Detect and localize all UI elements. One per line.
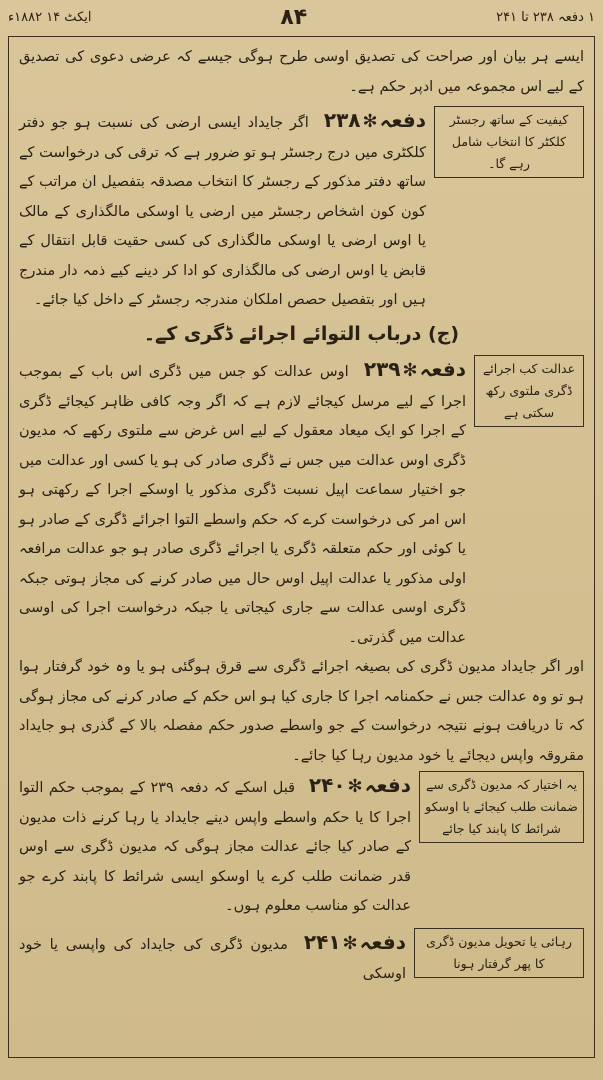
header-left-ref: ایکٹ ۱۴ ۱۸۸۲ء [8,9,92,25]
page-header [8,4,595,30]
section-240 [19,771,584,922]
section-239-note: عدالت کب اجرائے ڈگری ملتوی رکھ سکتی ہے [474,355,584,427]
section-240-word: دفعہ [364,773,412,797]
section-238-word: دفعہ [379,108,426,132]
section-238 [19,106,584,316]
section-mark-icon: ✻ [342,932,358,954]
section-238-body-wrap [19,106,426,316]
section-239-text: اوس عدالت کو جس میں ڈگری اس باب کے بموجب اجرا کے لیے مرسل کیجائے لازم ہے کہ اگر وجہ کافی ظاہر کیجائے ڈگری کے اجرا کو ایک میعاد معقول کے لیے اس غرض سے ملتوی رکھے کہ مدیون ڈگری اوس عدالت میں جس نے ڈگری صادر کی ہو یا کسی اور عدالت میں جو اختیار سماعت اپیل نسبت ڈگری مذکور یا اوسکے اجرا کے رکھتی ہو اس امر کی درخواست کرے کہ حکم واسطے التوا اجرائے ڈگری کے صادر ہو یا کوئی اور حکم متعلقہ ڈگری یا اجرائے ڈگری صادر ہو جو عدالت مرافعہ اولی مذکور یا عدالت اپیل اوس حال میں صادر کرنے کی مجاز ہوتی جبکہ ڈگری اوسی عدالت سے جاری کیجاتی یا جبکہ درخواست اجرا کی اوسی عدالت میں گذرتی۔ [19,364,466,646]
section-238-number: ۲۳۸ [323,108,361,132]
section-238-text: اگر جایداد ایسی ارضی کی نسبت ہو جو دفتر کلکٹری میں درج رجسٹر ہو تو ضرور ہے کہ ترقی کی درخواست کے ساتھ دفتر مذکور کے رجسٹر کا انتخاب مصدقہ بتفصیل ان مراتب کے کون کون اشخاص رجسٹر میں ارضی یا اوسکی مالگذاری کے مالک یا اوس ارضی یا اوسکی مالگذاری کی کسی حقیت قابل انتقال کے قابض یا اوس ارضی کی مالگذاری کو ادا کر دینے کیے ذمہ دار مندرج ہیں اور بتفصیل حصص املکان مندرجہ رجسٹر کے داخل کیا جائے۔ [19,115,426,308]
after-239-paragraph: اور اگر جایداد مدیون ڈگری کی بصیغہ اجرائے ڈگری سے قرق ہوگئی ہو یا وہ خود گرفتار ہوا ہو تو وہ عدالت جس نے حکمنامہ اجرا کا جاری کیا ہو اس حکم کے صادر کرنے کی مجاز ہوگی کہ تا دریافت ہونے نتیجہ درخواست کے جو واسطے صدور حکم مفصلہ بالا کے گذری ہو جایداد مقروقہ واپس دیجائے یا خود مدیون رہا کیا جائے۔ [19,659,584,764]
section-240-note: یہ اختیار کہ مدیون ڈگری سے ضمانت طلب کیجائے یا اوسکو شرائط کا پابند کیا جائے [419,771,584,843]
section-241-word: دفعہ [359,929,406,954]
section-239-word: دفعہ [419,357,466,381]
section-239-label [355,357,466,381]
section-241-text: مدیون ڈگری کی جایداد کی واپسی یا خود اوسکی [19,936,406,982]
section-240-label [301,773,411,797]
section-241-number: ۲۴۱ [303,929,341,954]
section-239 [19,355,584,653]
page-number: ۸۴ [280,4,308,30]
section-241-body-wrap [19,928,406,990]
section-241-label [294,930,406,954]
section-mark-icon: ✻ [402,360,418,381]
header-right-ref: ۱ دفعہ ۲۳۸ تا ۲۴۱ [496,9,595,25]
section-238-label [315,108,426,132]
section-mark-icon: ✻ [362,111,378,132]
section-240-text: قبل اسکے کہ دفعہ ۲۳۹ کے بموجب حکم التوا اجرا کا یا حکم واسطے واپس دینے جایداد یا رہا کرنے ذات مدیون کے صادر کیا جائے عدالت مجاز ہوگی کہ مدیون ڈگری سے اوس قدر ضمانت طلب کرے یا اوسکو ایسی شرائط کا پابند کرے جو عدالت کو مناسب معلوم ہوں۔ [19,780,411,914]
section-241-note: رہائی یا تحویل مدیون ڈگری کا پھر گرفتار ہونا [414,928,584,978]
section-mark-icon: ✻ [347,776,363,797]
intro-paragraph: ایسے ہر بیان اور صراحت کی تصدیق اوسی طرح ہوگی جیسے کہ عرضی دعوی کی تصدیق کے لیے اس مجموعہ میں ادپر حکم ہے۔ [19,49,584,95]
section-238-note: کیفیت کے ساتھ رجسٹر کلکٹر کا انتخاب شامل رہے گا۔ [434,106,584,178]
text-frame [8,36,595,1058]
section-240-number: ۲۴۰ [308,773,346,797]
section-239-body-wrap [19,355,466,653]
chapter-heading: (ج) درباب التوائے اجرائے ڈگری کے۔ [143,322,460,345]
section-240-body-wrap [19,771,411,922]
section-239-number: ۲۳۹ [363,357,401,381]
section-241 [19,928,584,990]
